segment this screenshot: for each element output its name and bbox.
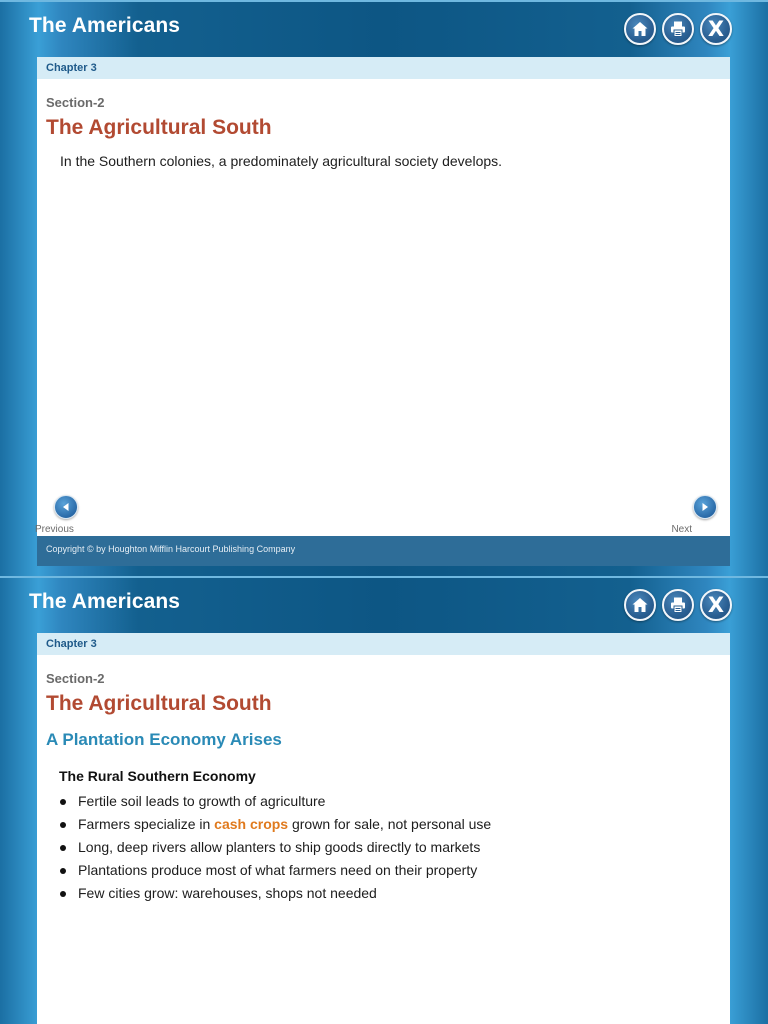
- bullet-item: [59, 813, 491, 836]
- section-title: The Agricultural South: [46, 116, 272, 139]
- app-title: The Americans: [29, 14, 181, 37]
- next-label[interactable]: Next: [671, 524, 692, 535]
- arrow-left-icon: [60, 501, 72, 513]
- arrow-right-icon: [699, 501, 711, 513]
- home-button[interactable]: [624, 589, 656, 621]
- bullet-item: Long, deep rivers allow planters to ship goods directly to markets: [59, 836, 491, 859]
- home-button[interactable]: [624, 13, 656, 45]
- bullet-text: Farmers specialize in: [78, 816, 215, 832]
- slide-2: [0, 576, 768, 1024]
- toolbar: [624, 589, 732, 621]
- close-icon: X: [707, 592, 725, 617]
- subsection-title: A Plantation Economy Arises: [46, 730, 282, 749]
- bullet-text: grown for sale, not personal use: [288, 816, 492, 832]
- app-title: The Americans: [29, 590, 181, 613]
- print-button[interactable]: [662, 13, 694, 45]
- toolbar: [624, 13, 732, 45]
- chapter-label: Chapter 3: [37, 57, 730, 79]
- content-panel: [37, 57, 730, 566]
- print-icon: [669, 596, 687, 614]
- list-heading: The Rural Southern Economy: [59, 768, 256, 784]
- next-button[interactable]: [693, 495, 717, 519]
- key-term: cash crops: [214, 816, 289, 832]
- chapter-label: Chapter 3: [37, 633, 730, 655]
- bullet-list: [59, 790, 491, 905]
- bullet-item: Fertile soil leads to growth of agriculture: [59, 790, 491, 813]
- print-icon: [669, 20, 687, 38]
- close-button[interactable]: [700, 589, 732, 621]
- copyright-footer: Copyright © by Houghton Mifflin Harcourt Publishing Company: [37, 536, 730, 566]
- print-button[interactable]: [662, 589, 694, 621]
- bullet-item: Plantations produce most of what farmers need on their property: [59, 859, 491, 882]
- section-label: Section-2: [46, 671, 105, 686]
- section-title: The Agricultural South: [46, 692, 272, 715]
- previous-button[interactable]: [54, 495, 78, 519]
- close-button[interactable]: [700, 13, 732, 45]
- section-label: Section-2: [46, 95, 105, 110]
- previous-label[interactable]: Previous: [35, 524, 74, 535]
- close-icon: X: [707, 16, 725, 41]
- intro-text: In the Southern colonies, a predominately agricultural society develops.: [60, 153, 503, 169]
- home-icon: [631, 20, 649, 38]
- bullet-item: Few cities grow: warehouses, shops not needed: [59, 882, 491, 905]
- content-panel: [37, 633, 730, 1024]
- home-icon: [631, 596, 649, 614]
